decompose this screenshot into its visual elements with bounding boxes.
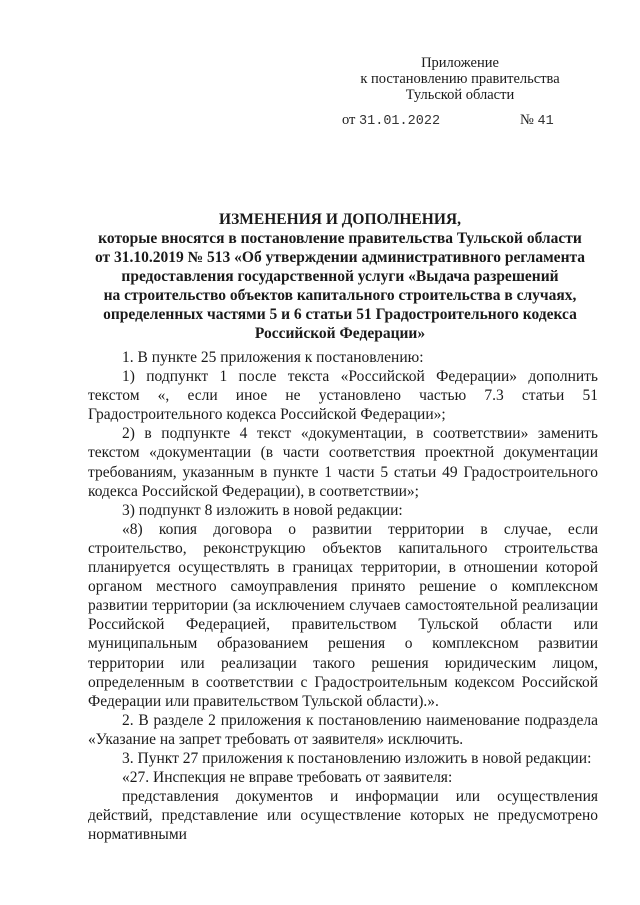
paragraph-3-27: «27. Инспекция не вправе требовать от заявителя: — [122, 769, 453, 787]
title-line: от 31.10.2019 № 513 «Об утверждении административного регламента — [94, 249, 586, 266]
title-heading: ИЗМЕНЕНИЯ И ДОПОЛНЕНИЯ, — [219, 211, 461, 228]
decree-date-value: 31.01.2022 — [359, 114, 441, 129]
appendix-line-3: Тульской области — [405, 87, 515, 103]
decree-number — [520, 112, 554, 129]
appendix-header — [340, 55, 580, 103]
document-body — [88, 348, 598, 844]
paragraph-1-1: 1) подпункт 1 после текста «Российской Федерации» дополнить текстом «, если иное не установлено частью 7.3 статьи 51 Градостроительного кодекса Российской Федерации»; — [88, 368, 598, 424]
paragraph-1-3-text: «8) копия договора о развитии территории в случае, если строительство, реконструкцию объектов капитального строительства планируется осуществлять в границах территории, в отношении которой органом местного самоуправления принято решение о комплексном развитии территории (за исключением случаев самостоятельной реализации Российской Федерацией, правительством Тульской области или муниципальным образованием решения о комплексном развитии территории или реализации такого решения юридическим лицом, определенным в соответствии с Градостроительным кодексом Российской Федерации или правительством Тульской области).». — [88, 520, 598, 710]
paragraph-1-2: 2) в подпункте 4 текст «документации, в соответствии» заменить текстом «документации (в части соответствия проектной документации требованиям, указанным в пункте 1 части 5 статьи 49 Градостроительного кодекса Российской Федерации), в соответствии»; — [88, 425, 598, 500]
title-line: предоставления государственной услуги «Выдача разрешений — [121, 268, 559, 285]
paragraph-3: 3. Пункт 27 приложения к постановлению изложить в новой редакции: — [122, 749, 592, 767]
decree-date — [342, 112, 440, 129]
decree-number-value: 41 — [537, 114, 554, 129]
decree-date-prefix: от — [342, 112, 356, 128]
title-line: которые вносятся в постановление правительства Тульской области — [98, 230, 582, 247]
title-line: определенных частями 5 и 6 статьи 51 Градостроительного кодекса — [103, 306, 577, 323]
title-line: на строительство объектов капитального строительства в случаях, — [103, 287, 577, 304]
appendix-line-1: Приложение — [421, 55, 499, 71]
paragraph-1: 1. В пункте 25 приложения к постановлению: — [122, 349, 424, 366]
paragraph-3-27-text: представления документов и информации или осуществления действий, представление или осуществление которых не предусмотрено нормативными — [88, 788, 598, 844]
title-line: Российской Федерации» — [254, 325, 426, 342]
paragraph-2: 2. В разделе 2 приложения к постановлению наименование подраздела «Указание на запрет требовать от заявителя» исключить. — [88, 711, 598, 748]
decree-number-prefix: № — [520, 112, 534, 128]
paragraph-1-3: 3) подпункт 8 изложить в новой редакции: — [122, 501, 403, 519]
appendix-line-2: к постановлению правительства — [360, 71, 560, 87]
document-title — [70, 210, 610, 343]
